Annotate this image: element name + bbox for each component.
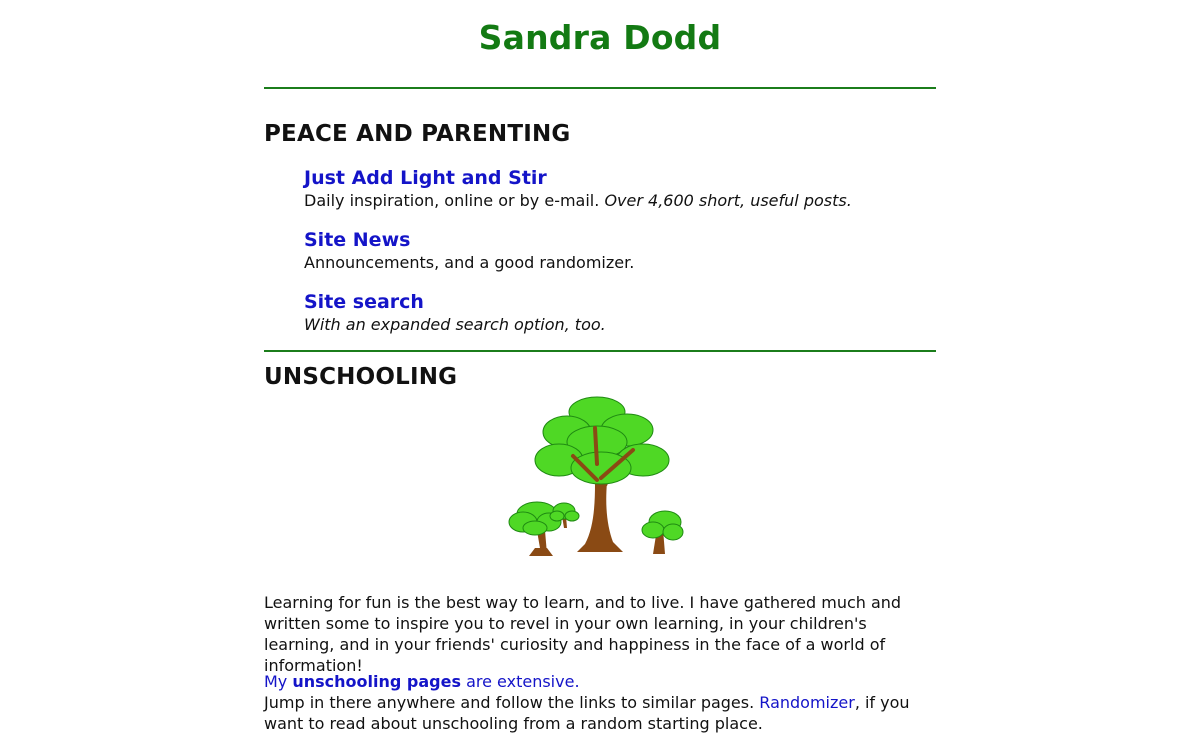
entry-site-news xyxy=(304,228,936,274)
site-search-desc: With an expanded search option, too. xyxy=(304,315,606,334)
entry-site-search xyxy=(304,290,936,336)
small-tree-right xyxy=(642,511,683,554)
unschooling-intro: Learning for fun is the best way to learn, and to live. I have gathered much and written some to inspire you to revel in your own learning, in your children's learning, and in your friends' curiosity and happiness in the face of a world of information! xyxy=(264,593,902,675)
site-search-link[interactable]: Site search xyxy=(304,291,424,313)
site-news-desc: Announcements, and a good randomizer. xyxy=(304,253,635,272)
section-divider xyxy=(264,350,936,352)
just-add-light-desc: Daily inspiration, online or by e-mail. Over 4,600 short, useful posts. xyxy=(304,191,852,210)
unschooling-pages-paragraph: My unschooling pages are extensive. Jump in there anywhere and follow the links to similar pages. Randomizer, if you want to read about unschooling from a random starting place. xyxy=(264,672,910,733)
top-divider xyxy=(264,87,936,89)
randomizer-link[interactable]: Randomizer xyxy=(759,693,855,712)
just-add-light-link[interactable]: Just Add Light and Stir xyxy=(304,167,547,189)
site-title: Sandra Dodd xyxy=(478,18,722,57)
unschooling-pages-link[interactable]: My unschooling pages are extensive. xyxy=(264,672,580,691)
unschooling-heading: UNSCHOOLING xyxy=(264,364,458,390)
entry-just-add-light xyxy=(304,166,936,212)
tree-illustration xyxy=(497,394,693,564)
peace-parenting-heading: PEACE AND PARENTING xyxy=(264,121,571,147)
site-news-link[interactable]: Site News xyxy=(304,229,411,251)
